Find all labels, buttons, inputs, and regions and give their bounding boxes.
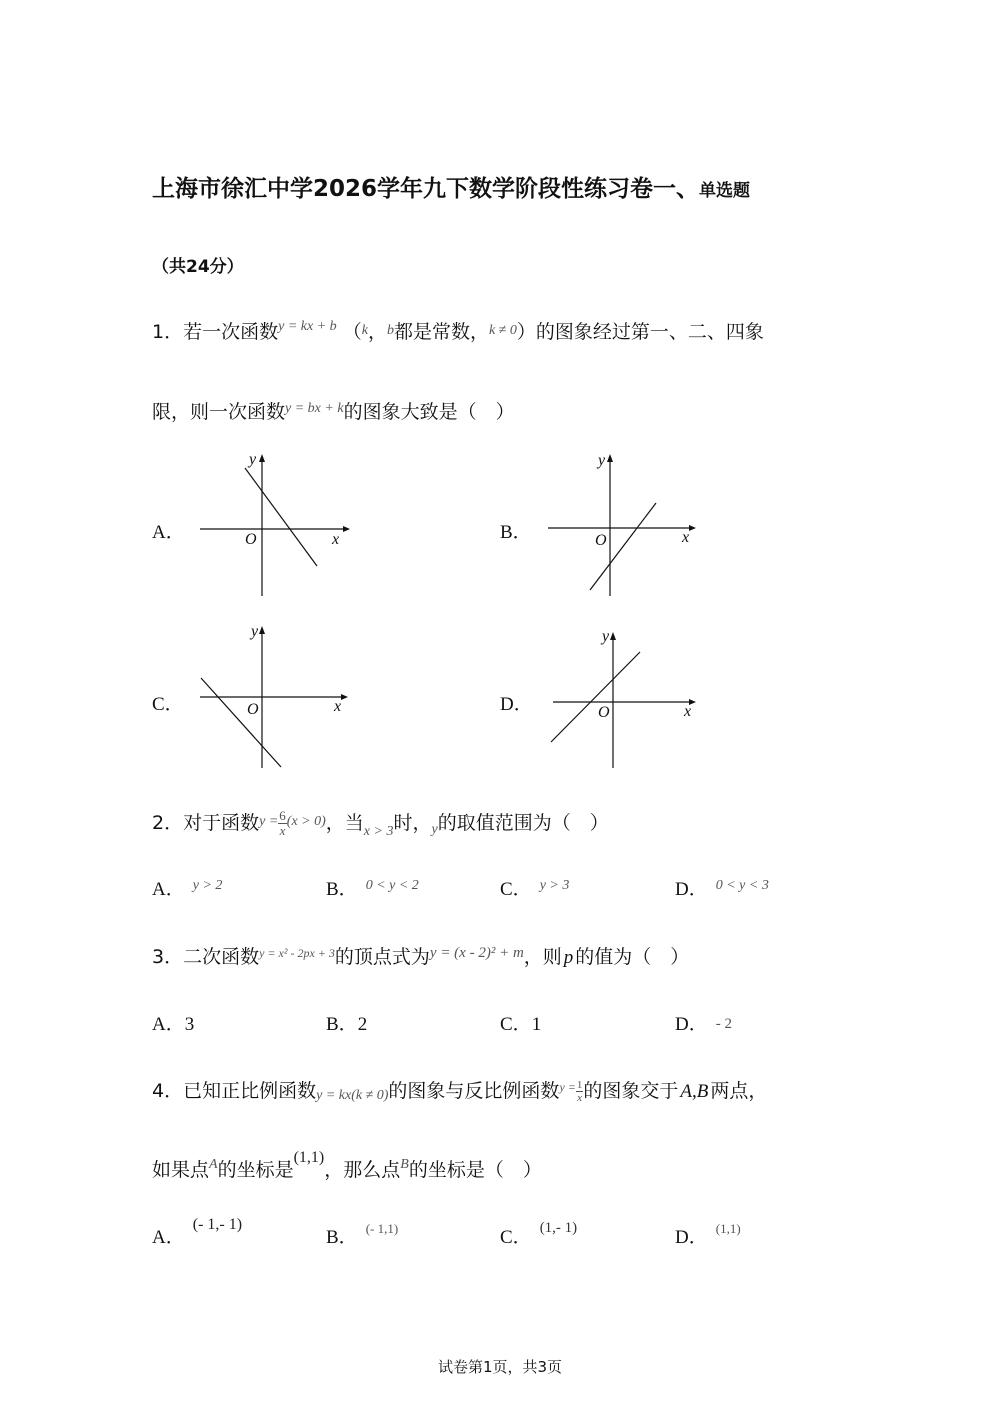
fraction [278, 809, 287, 838]
origin-label: O [598, 704, 610, 721]
q3-option-b[interactable] [326, 1009, 367, 1036]
y-axis-label: y [249, 451, 257, 468]
option-label: C． [500, 1014, 532, 1035]
x-axis-label: x [334, 698, 342, 715]
q3-text: 的顶点式为 [334, 946, 430, 968]
q4-text: 的坐标是 [217, 1159, 294, 1181]
option-a-graph[interactable] [195, 448, 355, 600]
option-a-label[interactable]: A． [152, 522, 185, 543]
question-number: 4． [152, 1080, 184, 1102]
q4-option-a[interactable] [152, 1216, 243, 1249]
question-number: 3． [152, 946, 184, 968]
option-label: C． [500, 1227, 532, 1248]
formula: b [386, 323, 394, 338]
q4-text: 的坐标是（ ） [408, 1159, 542, 1181]
q4-option-c[interactable] [500, 1220, 578, 1249]
section-score: （共24分） [152, 257, 244, 277]
option-value: 2 [357, 1014, 368, 1035]
formula: p [563, 947, 574, 968]
q2-text: 时， [393, 812, 432, 834]
q4-text: 两点， [710, 1080, 768, 1102]
origin-label: O [595, 532, 607, 549]
q2-option-d[interactable] [675, 874, 769, 901]
option-value: (1,1) [715, 1221, 741, 1236]
formula: y = bx + k [285, 401, 344, 416]
y-axis-label: y [251, 623, 259, 640]
q2-text: 对于函数 [183, 812, 260, 834]
option-label: A． [152, 1227, 185, 1248]
option-label: A． [152, 1014, 185, 1035]
title-section: 单选题 [699, 181, 751, 201]
formula: y = [259, 814, 279, 829]
page-title [152, 170, 750, 203]
q2-option-b[interactable] [326, 874, 419, 901]
option-b-graph[interactable] [543, 448, 703, 600]
option-value: y > 3 [539, 878, 570, 893]
origin-label: O [247, 701, 259, 718]
q3-text: 的值为（ ） [575, 946, 690, 968]
question-1-line-1 [152, 317, 764, 344]
q1-text: （ [342, 321, 362, 343]
x-axis-label: x [682, 529, 690, 546]
formula: x > 3 [363, 824, 394, 839]
q3-option-c[interactable] [500, 1009, 541, 1036]
q2-option-c[interactable] [500, 874, 570, 901]
q1-text: 限，则一次函数 [152, 401, 286, 423]
q3-text: ，则 [523, 946, 562, 968]
option-d-label[interactable]: D． [500, 694, 533, 715]
x-axis-arrow-icon [341, 694, 348, 700]
x-axis-label: x [684, 703, 692, 720]
option-label: B． [326, 1014, 358, 1035]
q4-text: 如果点 [152, 1159, 210, 1181]
formula: y [431, 822, 438, 837]
question-4-line-2 [152, 1149, 542, 1182]
origin-label: O [245, 531, 257, 548]
formula: B [400, 1157, 409, 1172]
q4-text: 的图象交于 [583, 1080, 679, 1102]
q1-text: 的图象大致是（ ） [343, 401, 515, 423]
formula: A [209, 1157, 218, 1172]
q4-text: 已知正比例函数 [183, 1080, 317, 1102]
option-value: 0 < y < 2 [365, 878, 419, 893]
q4-option-d[interactable] [675, 1221, 741, 1249]
option-value: 0 < y < 3 [715, 878, 769, 893]
option-c-label[interactable]: C． [152, 694, 184, 715]
fraction-denominator: x [577, 1092, 583, 1104]
y-axis-label: y [598, 452, 606, 469]
formula: (x > 0) [286, 814, 326, 829]
q1-text: ）的图象经过第一、二、四象 [516, 321, 764, 343]
title-main: 上海市徐汇中学2026学年九下数学阶段性练习卷一、 [152, 176, 700, 202]
option-c-graph[interactable] [195, 620, 355, 772]
x-axis-label: x [332, 531, 340, 548]
question-4-line-1 [152, 1076, 767, 1104]
formula: (1,1) [293, 1149, 325, 1166]
option-value: - 2 [715, 1016, 732, 1032]
option-value: 3 [184, 1014, 195, 1035]
q3-text: 二次函数 [183, 946, 260, 968]
question-number: 2． [152, 812, 184, 834]
formula: k [361, 323, 368, 338]
question-2 [152, 808, 609, 838]
question-3 [152, 942, 689, 969]
option-label: D． [675, 1014, 708, 1035]
question-1-line-2 [152, 397, 515, 424]
q3-option-d[interactable] [675, 1009, 732, 1036]
y-axis-arrow-icon [607, 454, 613, 462]
q4-text: 的图象与反比例函数 [388, 1080, 560, 1102]
y-axis-label: y [602, 628, 610, 645]
fraction-denominator: x [279, 823, 286, 838]
q2-option-a[interactable] [152, 874, 223, 901]
y-axis-arrow-icon [259, 454, 265, 462]
formula: y = x² - 2px + 3 [259, 946, 335, 960]
q2-text: ，当 [325, 812, 364, 834]
option-label: B． [326, 1227, 358, 1248]
formula: y = kx + b [278, 319, 337, 334]
formula: y = kx(k ≠ 0) [316, 1088, 389, 1103]
option-label: D． [675, 879, 708, 900]
option-label: D． [675, 1227, 708, 1248]
y-axis-arrow-icon [610, 632, 616, 640]
page-footer: 试卷第1页，共3页 [437, 1358, 563, 1376]
q1-text: 若一次函数 [183, 321, 279, 343]
fraction-numerator: 6 [279, 808, 286, 823]
formula: A,B [680, 1081, 709, 1102]
formula: y = [559, 1080, 576, 1094]
x-axis-arrow-icon [689, 525, 696, 531]
q2-text: 的取值范围为（ ） [437, 812, 609, 834]
q1-text: ， [367, 321, 387, 343]
q1-text: 都是常数， [393, 321, 489, 343]
formula: y = (x - 2)² + m [429, 945, 524, 961]
option-label: B． [326, 879, 358, 900]
function-line [201, 678, 281, 767]
option-label: A． [152, 879, 185, 900]
option-d-graph[interactable] [543, 620, 703, 772]
option-value: (- 1,1) [365, 1221, 399, 1236]
x-axis-arrow-icon [343, 526, 350, 532]
q4-text: ，那么点 [324, 1159, 401, 1181]
option-label: C． [500, 879, 532, 900]
function-line [551, 652, 640, 742]
question-number: 1． [152, 321, 184, 343]
y-axis-arrow-icon [259, 626, 265, 634]
option-value: (1,- 1) [539, 1220, 578, 1236]
formula: k ≠ 0 [488, 323, 517, 338]
q4-option-b[interactable] [326, 1221, 399, 1249]
q3-option-a[interactable] [152, 1009, 194, 1036]
function-line [245, 468, 317, 566]
option-b-label[interactable]: B． [500, 522, 532, 543]
fraction-numerator: 1 [576, 1079, 583, 1091]
option-value: y > 2 [192, 878, 223, 893]
option-value: (- 1,- 1) [192, 1216, 243, 1233]
option-value: 1 [531, 1014, 542, 1035]
